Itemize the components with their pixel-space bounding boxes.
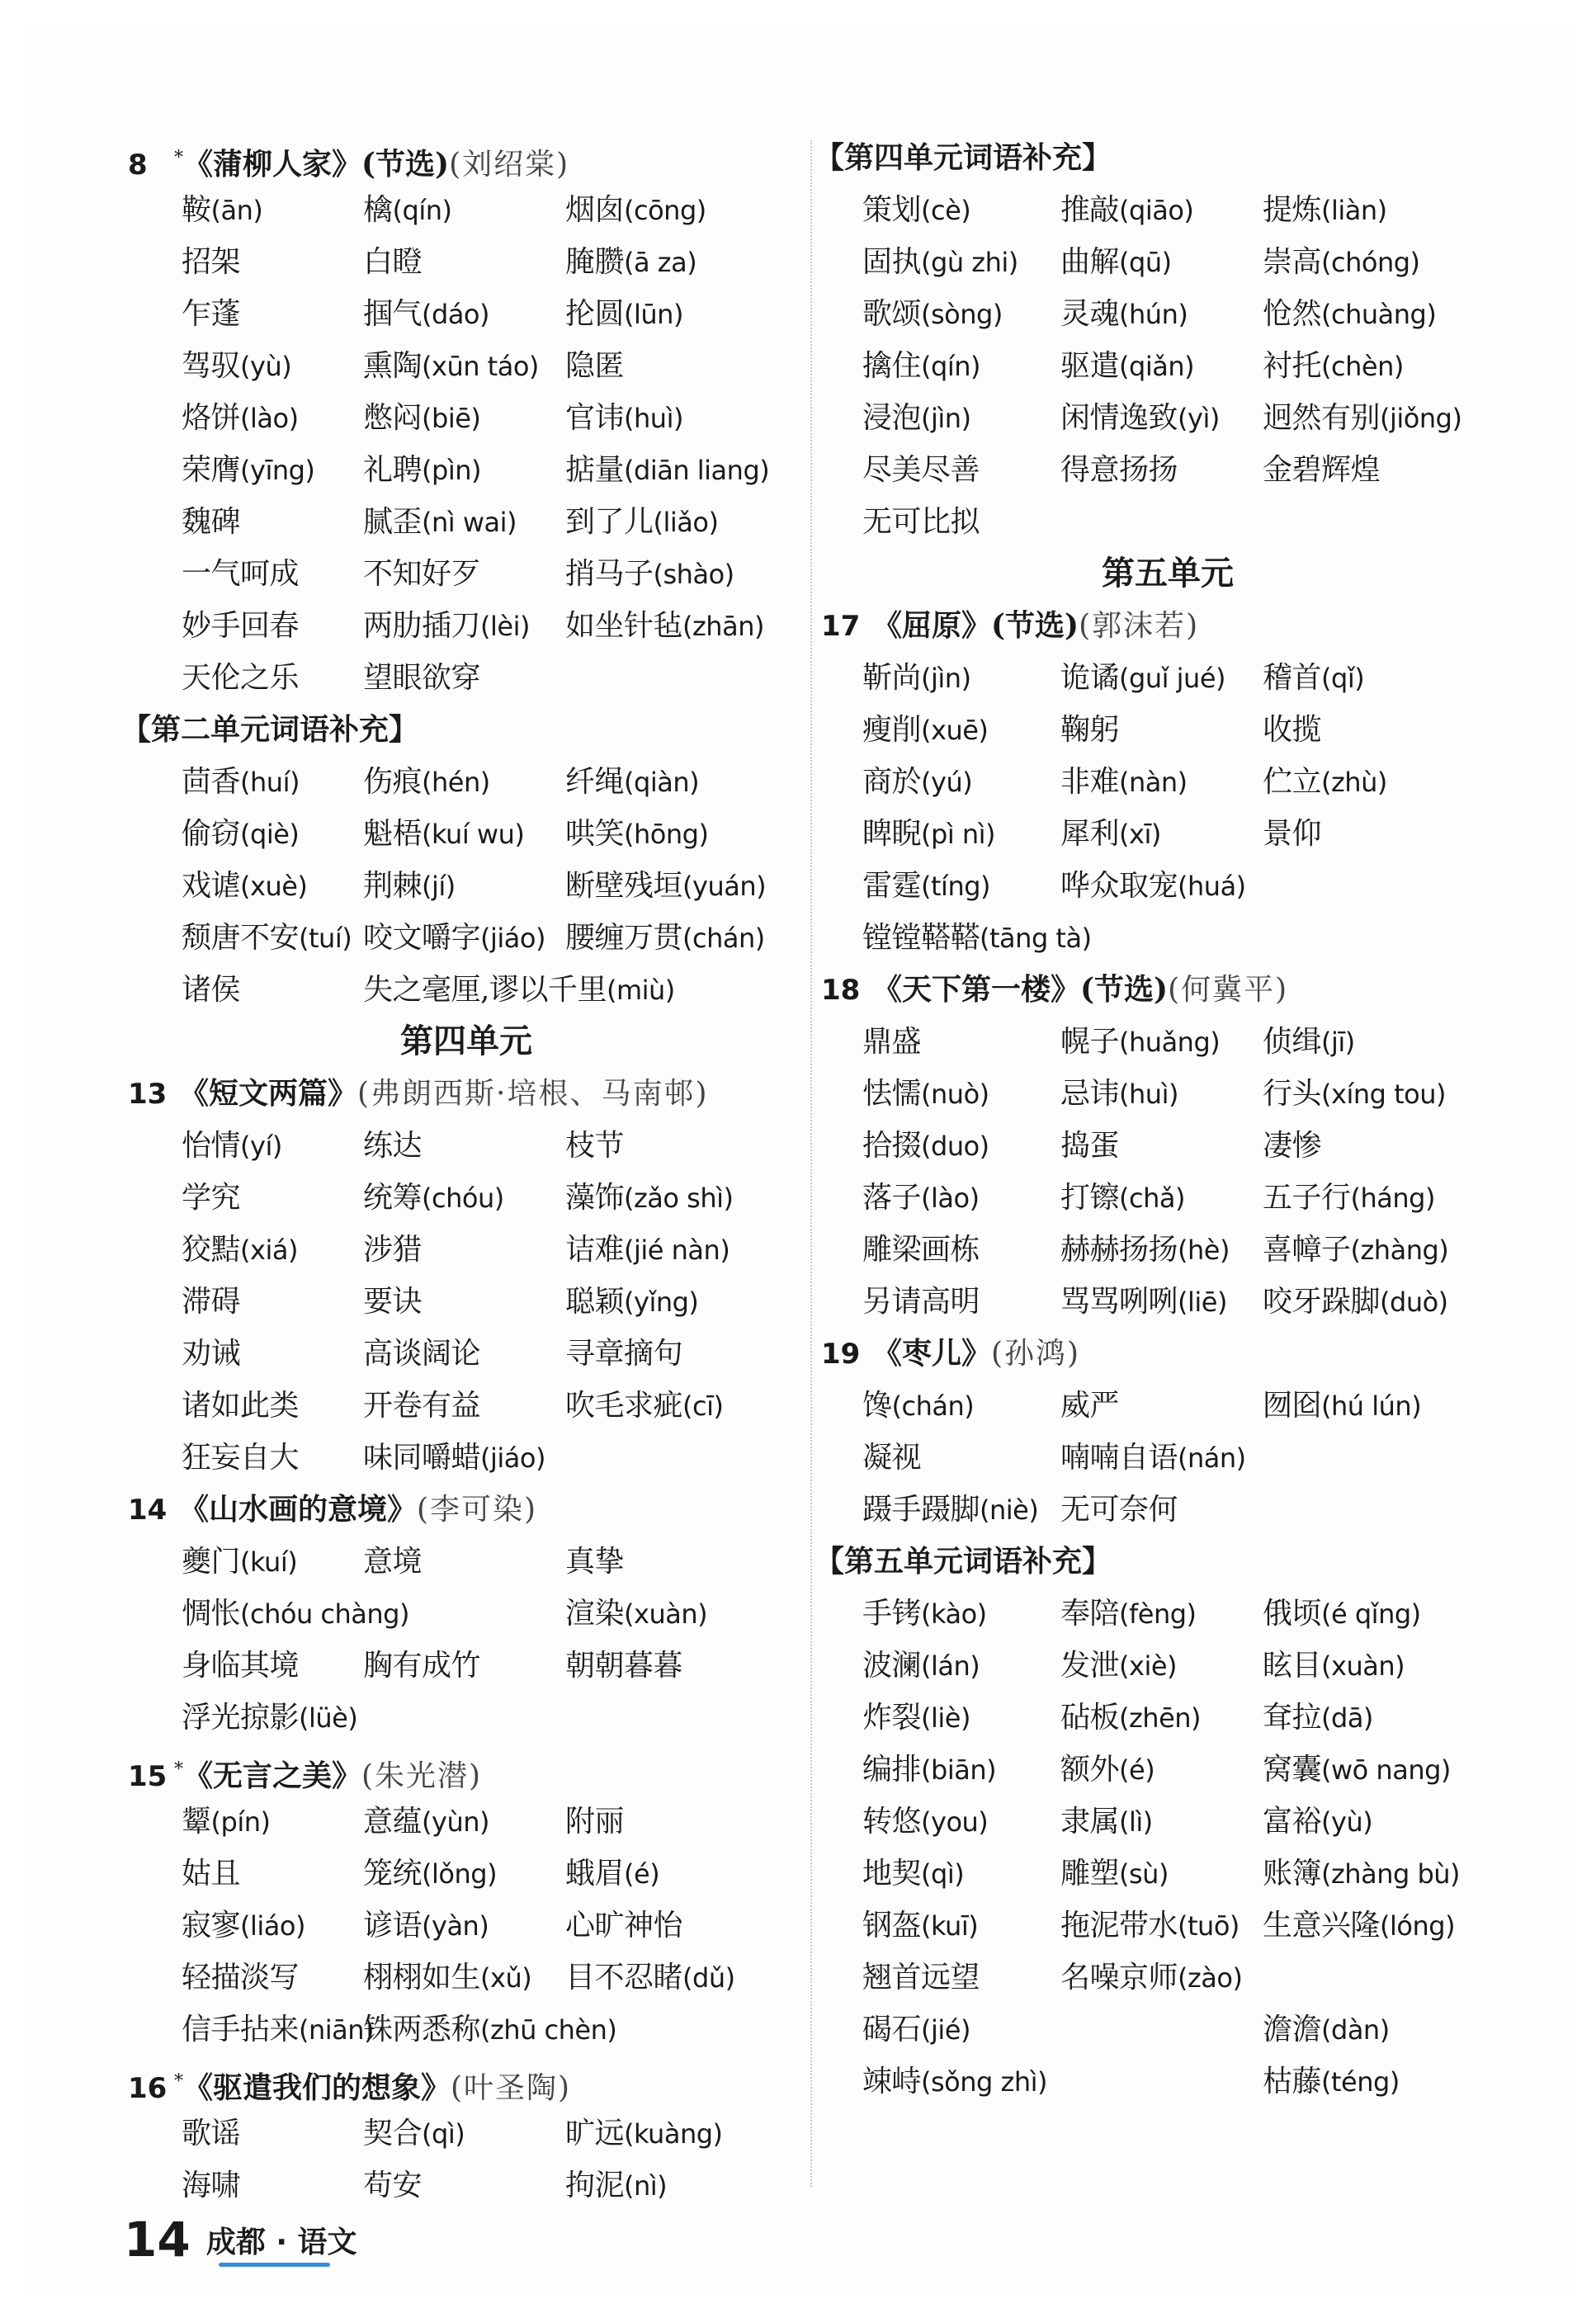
vocab-row [821,1640,1514,1692]
vocab-word: 意蕴(yùn) [363,1805,489,1839]
vocab-row [821,288,1514,340]
vocab-word: 驾驭(yù) [182,349,292,383]
book-title: 成都 · 语文 [205,2225,357,2259]
vocab-word: 寻章摘句 [565,1337,683,1371]
vocab-word: 惆怅(chóu chàng) [182,1597,409,1631]
vocab-row [128,2004,805,2056]
vocab-row [821,1952,1514,2004]
vocab-word: 浮光掠影(lüè) [182,1701,358,1735]
vocab-word: 学究 [182,1181,241,1215]
vocab-word: 迥然有别(jiǒng) [1263,401,1462,435]
lesson-number: 18 [821,974,861,1007]
vocab-word: 信手拈来(niān) [182,2013,375,2046]
vocab-word: 怡情(yí) [182,1129,282,1163]
vocab-row [128,1276,805,1328]
vocab-row [128,912,805,964]
vocab-row [821,912,1514,964]
vocab-word: 捎马子(shào) [565,557,734,591]
lesson-number: 14 [128,1494,168,1527]
vocab-word: 涉猎 [363,1233,423,1267]
vocab-word: 策划(cè) [862,193,971,227]
lesson-title: 《枣儿》 [872,1336,992,1371]
lesson-header [128,1068,805,1120]
vocab-word: 瘦削(xuē) [862,713,989,747]
vocab-word: 乍蓬 [182,297,241,331]
vocab-row [128,652,805,704]
vocab-row [821,1796,1514,1848]
vocab-word: 收揽 [1263,713,1322,747]
vocab-supplement-header: 【第二单元词语补充】 [121,712,419,747]
vocab-word: 劝诫 [182,1337,241,1371]
vocab-word: 额外(é) [1060,1753,1155,1787]
vocab-word: 波澜(lán) [862,1649,980,1683]
vocab-word: 雕塑(sù) [1060,1857,1169,1891]
lesson-author: (李可染) [417,1493,538,1527]
vocab-word: 另请高明 [862,1285,980,1319]
vocab-word: 腻歪(nì wai) [363,505,517,539]
vocab-row [821,496,1514,548]
vocab-word: 碣石(jié) [862,2013,970,2046]
vocab-word: 闲情逸致(yì) [1060,401,1220,435]
vocab-word: 翘首远望 [862,1961,980,1994]
vocab-word: 伤痕(hén) [363,765,490,799]
vocab-row [128,1640,805,1692]
vocab-word: 熏陶(xūn táo) [363,349,539,383]
vocab-row [128,600,805,652]
lesson-header [128,132,805,184]
vocab-word: 栩栩如生(xǔ) [363,1961,532,1994]
vocab-row [128,2108,805,2160]
vocab-word: 镗镗鞳鞳(tāng tà) [862,921,1092,955]
vocab-row [128,1900,805,1952]
vocab-word: 胸有成竹 [363,1649,481,1683]
vocab-word: 得意扬扬 [1060,453,1178,487]
vocab-word: 偷窃(qiè) [182,817,300,851]
vocab-row [821,1692,1514,1744]
vocab-word: 腰缠万贯(chán) [565,921,765,955]
vocab-word: 威严 [1060,1389,1120,1423]
vocab-row [128,288,805,340]
vocab-word: 荣膺(yīng) [182,453,315,487]
vocab-row [128,860,805,912]
vocab-row [821,1172,1514,1224]
vocab-row [821,392,1514,444]
vocab-word: 白瞪 [363,245,423,279]
vocab-word: 名噪京师(zào) [1060,1961,1243,1994]
vocab-word: 契合(qì) [363,2117,465,2150]
vocab-word: 窝囊(wō nang) [1263,1753,1451,1787]
lesson-title: 《天下第一楼》(节选) [872,972,1169,1007]
vocab-word: 幌子(huǎng) [1060,1025,1221,1059]
lesson-author: (孙鸿) [991,1337,1081,1371]
vocab-word: 旷远(kuàng) [565,2117,723,2150]
vocab-word: 灵魂(hún) [1060,297,1188,331]
vocab-word: 捣蛋 [1060,1129,1120,1163]
vocab-word: 浸泡(jìn) [862,401,971,435]
vocab-word: 轻描淡写 [182,1961,300,1994]
vocab-word: 提炼(liàn) [1263,193,1387,227]
vocab-word: 赫赫扬扬(hè) [1060,1233,1230,1267]
vocab-row [821,1068,1514,1120]
vocab-word: 夔门(kuí) [182,1545,298,1579]
vocab-word: 曲解(qū) [1060,245,1172,279]
vocab-word: 编排(biān) [862,1753,997,1787]
vocab-word: 诸如此类 [182,1389,300,1423]
vocab-word: 忌讳(huì) [1060,1077,1178,1111]
lesson-title: 《短文两篇》 [179,1076,358,1111]
vocab-word: 衬托(chèn) [1263,349,1404,383]
vocab-word: 枝节 [565,1129,625,1163]
vocab-word: 真挚 [565,1545,625,1579]
vocab-word: 掂量(diān liang) [565,453,770,487]
self-study-star: * [174,1759,183,1780]
vocab-word: 失之毫厘,谬以千里(miù) [363,973,675,1007]
vocab-word: 断壁残垣(yuán) [565,869,767,903]
vocab-word: 官讳(huì) [565,401,683,435]
vocab-row [821,1484,1514,1536]
vocab-word: 诘难(jié nàn) [565,1233,730,1267]
left-column [121,132,805,2212]
vocab-word: 要诀 [363,1285,423,1319]
vocab-word: 喜幛子(zhàng) [1263,1233,1449,1267]
vocab-word: 笼统(lǒng) [363,1857,498,1891]
lesson-number: 15 [128,1760,168,1793]
page-number: 14 [124,2212,191,2268]
lesson-title: 《无言之美》 [183,1758,362,1793]
self-study-star: * [174,148,183,168]
vocab-word: 咬牙跺脚(duò) [1263,1285,1448,1319]
vocab-supplement-header: 【第五单元词语补充】 [815,1544,1112,1579]
vocab-row [128,964,805,1016]
vocab-row [821,1432,1514,1484]
vocab-word: 手铐(kào) [862,1597,987,1631]
vocab-row [821,1120,1514,1172]
vocab-supplement-header: 【第四单元词语补充】 [815,140,1112,175]
vocab-word: 海啸 [182,2169,241,2202]
vocab-word: 竦峙(sǒng zhì) [862,2065,1047,2098]
vocab-row [821,1380,1514,1432]
column-divider [810,140,812,2187]
vocab-word: 犀利(xī) [1060,817,1161,851]
vocab-word: 歌颂(sòng) [862,297,1003,331]
vocab-row [128,1588,805,1640]
lesson-author: (叶圣陶) [451,2071,572,2105]
vocab-row [128,184,805,236]
vocab-word: 馋(chán) [862,1389,975,1423]
vocab-word: 打镲(chǎ) [1060,1181,1185,1215]
vocab-word: 枯藤(téng) [1263,2065,1400,2098]
vocab-row [821,756,1514,808]
vocab-word: 哗众取宠(huá) [1060,869,1246,903]
vocab-word: 怯懦(nuò) [862,1077,989,1111]
vocab-row [128,2160,805,2212]
vocab-word: 招架 [182,245,241,279]
vocab-word: 诡谲(guǐ jué) [1060,661,1225,695]
vocab-row [821,1900,1514,1952]
vocab-word: 吹毛求疵(cī) [565,1389,724,1423]
vocab-word: 蛾眉(é) [565,1857,660,1891]
vocab-word: 腌臜(ā za) [565,245,697,279]
vocab-row [821,444,1514,496]
lesson-number: 16 [128,2072,168,2105]
vocab-row [128,548,805,600]
vocab-row [128,1536,805,1588]
vocab-word: 如坐针毡(zhān) [565,609,764,643]
vocab-word: 狡黠(xiá) [182,1233,298,1267]
vocab-word: 一气呵成 [182,557,300,591]
vocab-row [821,808,1514,860]
footer-underline [219,2263,330,2267]
self-study-star: * [174,2071,183,2092]
vocab-row [821,652,1514,704]
vocab-row [821,1224,1514,1276]
vocab-word: 抡圆(lūn) [565,297,683,331]
vocab-word: 哄笑(hōng) [565,817,709,851]
vocab-word: 凝视 [862,1441,922,1475]
vocab-row [128,1848,805,1900]
vocab-word: 俄顷(é qǐng) [1263,1597,1421,1631]
vocab-row [128,444,805,496]
vocab-word: 目不忍睹(dǔ) [565,1961,735,1994]
vocab-row [821,236,1514,288]
vocab-word: 咬文嚼字(jiáo) [363,921,545,955]
vocab-row [128,1328,805,1380]
vocab-word: 魏碑 [182,505,241,539]
vocab-word: 落子(lào) [862,1181,980,1215]
lesson-title: 《驱遣我们的想象》 [183,2070,451,2105]
vocab-word: 拖泥带水(tuō) [1060,1909,1239,1942]
vocab-word: 无可奈何 [1060,1493,1178,1527]
lesson-author: (郭沫若) [1079,609,1200,643]
vocab-word: 五子行(háng) [1263,1181,1435,1215]
vocab-word: 转悠(you) [862,1805,989,1839]
vocab-word: 账簿(zhàng bù) [1263,1857,1461,1891]
vocab-word: 两肋插刀(lèi) [363,609,530,643]
vocab-word: 开卷有益 [363,1389,481,1423]
vocab-word: 身临其境 [182,1649,300,1683]
vocab-row [821,1276,1514,1328]
vocab-word: 姑且 [182,1857,241,1891]
vocab-word: 行头(xíng tou) [1263,1077,1446,1111]
vocab-word: 耷拉(dā) [1263,1701,1373,1735]
vocab-word: 狂妄自大 [182,1441,300,1475]
vocab-word: 茴香(huí) [182,765,300,799]
vocab-word: 到了儿(liǎo) [565,505,719,539]
vocab-word: 练达 [363,1129,423,1163]
vocab-word: 景仰 [1263,817,1322,851]
unit-heading: 第四单元 [400,1022,532,1060]
vocab-word: 骂骂咧咧(liē) [1060,1285,1227,1319]
vocab-word: 睥睨(pì nì) [862,817,996,851]
vocab-word: 蹑手蹑脚(niè) [862,1493,1039,1527]
vocab-row [821,2056,1514,2108]
vocab-row [821,1588,1514,1640]
vocab-row [821,184,1514,236]
vocab-word: 稽首(qǐ) [1263,661,1365,695]
vocab-word: 生意兴隆(lóng) [1263,1909,1456,1942]
lesson-header [128,1484,805,1536]
lesson-number: 19 [821,1338,861,1371]
lesson-header [821,1328,1514,1380]
vocab-word: 非难(nàn) [1060,765,1188,799]
vocab-word: 诸侯 [182,973,241,1007]
vocab-word: 炸裂(liè) [862,1701,970,1735]
vocab-word: 不知好歹 [363,557,481,591]
lesson-header [128,2056,805,2108]
lesson-author: (刘绍棠) [449,148,570,182]
vocab-word: 统筹(chóu) [363,1181,504,1215]
vocab-word: 天伦之乐 [182,661,300,695]
vocab-row [128,1172,805,1224]
vocab-row [821,704,1514,756]
lesson-title: 《屈原》(节选) [872,608,1079,643]
vocab-word: 鞍(ān) [182,193,263,227]
vocab-word: 富裕(yù) [1263,1805,1373,1839]
vocab-word: 荆棘(jí) [363,869,456,903]
vocab-row [128,1120,805,1172]
right-column [815,132,1514,2108]
vocab-row [821,860,1514,912]
lesson-author: (朱光潜) [361,1759,483,1793]
unit-heading: 第五单元 [1102,555,1234,592]
lesson-title: 《山水画的意境》 [179,1492,418,1527]
vocab-word: 拾掇(duo) [862,1129,989,1163]
vocab-word: 伫立(zhù) [1263,765,1387,799]
lesson-header [821,600,1514,652]
vocab-word: 礼聘(pìn) [363,453,481,487]
vocab-row [128,1380,805,1432]
vocab-word: 隶属(lì) [1060,1805,1153,1839]
vocab-word: 纤绳(qiàn) [565,765,700,799]
vocab-word: 固执(gù zhi) [862,245,1018,279]
vocab-word: 铢两悉称(zhū chèn) [363,2013,617,2046]
vocab-word: 望眼欲穿 [363,661,481,695]
vocab-word: 魁梧(kuí wu) [363,817,525,851]
vocab-row [821,1848,1514,1900]
vocab-word: 味同嚼蜡(jiáo) [363,1441,545,1475]
lesson-header [128,1744,805,1796]
vocab-word: 隐匿 [565,349,625,383]
vocab-word: 聪颖(yǐng) [565,1285,699,1319]
vocab-word: 侦缉(jī) [1263,1025,1355,1059]
lesson-number: 8 [128,149,148,182]
vocab-word: 掴气(dáo) [363,297,489,331]
vocab-word: 喃喃自语(nán) [1060,1441,1246,1475]
vocab-word: 澹澹(dàn) [1263,2013,1390,2046]
vocab-word: 谚语(yàn) [363,1909,489,1942]
vocab-word: 朝朝暮暮 [565,1649,683,1683]
vocab-row [128,340,805,392]
vocab-word: 憋闷(biē) [363,401,481,435]
vocab-word: 苟安 [363,2169,423,2202]
vocab-word: 雷霆(tíng) [862,869,991,903]
vocab-word: 地契(qì) [862,1857,965,1891]
page-footer [124,2212,357,2269]
vocab-word: 颦(pín) [182,1805,271,1839]
lesson-header [821,964,1514,1016]
vocab-word: 意境 [363,1545,423,1579]
vocab-word: 眩目(xuàn) [1263,1649,1405,1683]
vocab-row [128,1796,805,1848]
vocab-row [128,1432,805,1484]
vocab-word: 藻饰(zǎo shì) [565,1181,734,1215]
lesson-title: 《蒲柳人家》(节选) [183,147,450,182]
vocab-row [128,496,805,548]
vocab-word: 心旷神怡 [565,1909,683,1942]
vocab-word: 烙饼(lào) [182,401,299,435]
lesson-number: 13 [128,1078,168,1111]
vocab-word: 崇高(chóng) [1263,245,1420,279]
vocab-word: 颓唐不安(tuí) [182,921,352,955]
vocab-word: 寂寥(liáo) [182,1909,305,1942]
vocab-row [821,2004,1514,2056]
vocab-word: 靳尚(jìn) [862,661,971,695]
vocab-word: 雕梁画栋 [862,1233,980,1267]
vocab-row [128,808,805,860]
vocab-word: 推敲(qiāo) [1060,193,1194,227]
vocab-row [128,1692,805,1744]
vocab-word: 拘泥(nì) [565,2169,668,2202]
vocab-word: 钢盔(kuī) [862,1909,979,1942]
lesson-author: (弗朗西斯·培根、马南邨) [357,1077,709,1111]
vocab-row [821,1744,1514,1796]
vocab-row [128,1952,805,2004]
vocab-row [821,1016,1514,1068]
lesson-author: (何冀平) [1168,973,1289,1007]
vocab-word: 鞠躬 [1060,713,1120,747]
vocab-row [128,756,805,808]
vocab-word: 擒住(qín) [862,349,980,383]
vocab-word: 驱遣(qiǎn) [1060,349,1195,383]
vocab-row [128,236,805,288]
vocab-word: 渲染(xuàn) [565,1597,708,1631]
vocab-word: 戏谑(xuè) [182,869,308,903]
lesson-number: 17 [821,610,861,643]
vocab-word: 烟囱(cōng) [565,193,706,227]
vocab-row [128,392,805,444]
vocab-word: 高谈阔论 [363,1337,481,1371]
vocab-word: 凄惨 [1263,1129,1322,1163]
vocab-word: 囫囵(hú lún) [1263,1389,1422,1423]
vocab-row [128,1224,805,1276]
vocab-word: 附丽 [565,1805,625,1839]
vocab-word: 歌谣 [182,2117,241,2150]
vocab-word: 砧板(zhēn) [1060,1701,1202,1735]
vocab-word: 滞碍 [182,1285,241,1319]
vocab-word: 尽美尽善 [862,453,980,487]
vocab-word: 金碧辉煌 [1263,453,1381,487]
vocab-word: 鼎盛 [862,1025,922,1059]
vocab-word: 奉陪(fèng) [1060,1597,1197,1631]
vocab-word: 怆然(chuàng) [1263,297,1437,331]
vocab-word: 商於(yú) [862,765,973,799]
vocab-word: 无可比拟 [862,505,980,539]
vocab-word: 檎(qín) [363,193,452,227]
vocab-word: 妙手回春 [182,609,300,643]
vocab-row [821,340,1514,392]
vocab-word: 发泄(xiè) [1060,1649,1177,1683]
